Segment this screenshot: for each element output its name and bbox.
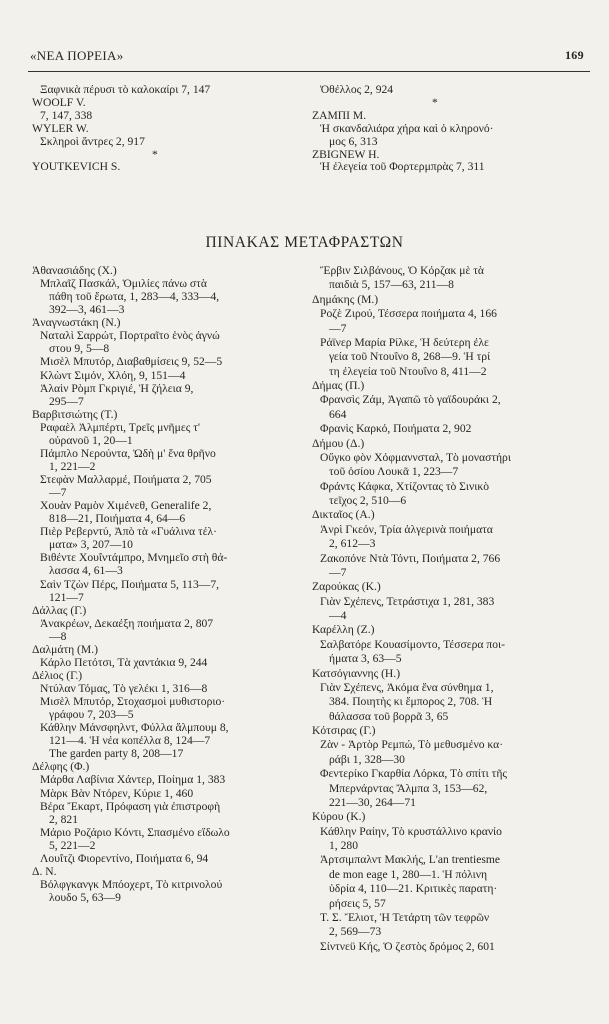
index-line: Ράϊνερ Μαρία Ρίλκε, Ἡ δεύτερη ἐλε	[320, 335, 489, 349]
index-line: The garden party 8, 208—17	[49, 747, 184, 761]
index-line: 664	[329, 407, 347, 421]
index-line: Μισὲλ Μπυτόρ, Διαβαθμίσεις 9, 52—5	[40, 355, 223, 369]
index-line: λασσα 4, 61—3	[49, 564, 123, 578]
index-line: 121—4. Ἡ νέα κοπέλλα 8, 124—7	[49, 734, 211, 748]
index-line: de mon eage 1, 280—1. Ἡ πόλινη	[329, 867, 488, 881]
index-line: Ὀθέλλος 2, 924	[320, 83, 394, 96]
index-line: Μισὲλ Μπυτόρ, Στοχασμοὶ μυθιστοριο·	[40, 695, 226, 709]
page-number: 169	[565, 48, 584, 62]
index-line: Φράντς Κάφκα, Χτίζοντας τὸ Σινικὸ	[320, 479, 490, 493]
index-line: Φεντερίκο Γκαρθία Λόρκα, Τὸ σπίτι τῆς	[320, 767, 507, 781]
index-line: Ντύλαν Τόμας, Τὸ γελέκι 1, 316—8	[40, 682, 208, 695]
index-line: 5, 221—2	[49, 838, 96, 852]
index-line: —7	[49, 486, 67, 500]
index-line: πάθη τοῦ ἔρωτα, 1, 283—4, 333—4,	[49, 290, 220, 304]
index-line: 2, 821	[49, 812, 78, 826]
index-line: Ξαφνικὰ πέρυσι τὸ καλοκαίρι 7, 147	[40, 83, 211, 96]
translator-name: Δημάκης (Μ.)	[312, 292, 379, 306]
index-line: μος 6, 313	[329, 134, 378, 148]
index-line: Σαὶν Τζὼν Πέρς, Ποιήματα 5, 113—7,	[40, 577, 220, 591]
index-top-left	[32, 84, 210, 174]
running-header-journal: «ΝΕΑ ΠΟΡΕΙΑ»	[30, 48, 124, 63]
translator-name: Ἀθανασιάδης (Χ.)	[32, 264, 117, 277]
index-line: οὐρανοῦ 1, 20—1	[49, 433, 133, 447]
translator-name: YOUTKEVICH S.	[32, 160, 121, 174]
translators-left-column	[32, 264, 230, 904]
section-title: ΠΙΝΑΚΑΣ ΜΕΤΑΦΡΑΣΤΩΝ	[205, 234, 404, 251]
translator-name: ZBIGNEW H.	[312, 147, 380, 161]
index-line: —4	[329, 609, 347, 622]
index-line: γράφου 7, 203—5	[49, 708, 134, 722]
index-line: 392—3, 461—3	[49, 303, 125, 317]
index-line: Βόλφγκανγκ Μπόοχερτ, Τὸ κιτρινολού	[40, 877, 223, 891]
index-line: Μπλαῖζ Πασκάλ, Ὁμιλίες πάνω στὰ	[40, 277, 207, 291]
index-line: ρήσεις 5, 57	[329, 896, 386, 910]
index-top-right	[312, 84, 494, 174]
index-line: 1, 280	[329, 839, 358, 852]
translator-name: Δάλλας (Γ.)	[32, 603, 87, 617]
index-line: —8	[49, 629, 67, 643]
translator-name: Δέλιος (Γ.)	[32, 668, 83, 682]
translators-right-column	[312, 264, 511, 954]
index-line: Ἡ ἐλεγεία τοῦ Φορτερμπρὰς 7, 311	[320, 160, 485, 174]
index-line: Γιὰν Σχέπενς, Ἀκόμα ἕνα σύνθημα 1,	[320, 680, 494, 694]
index-line: Ροζὲ Ζιρού, Τέσσερα ποιήματα 4, 166	[320, 307, 497, 321]
index-line: παιδιὰ 5, 157—63, 211—8	[329, 278, 454, 292]
index-line: Σκληροὶ ἄντρες 2, 917	[40, 134, 145, 148]
index-line: —7	[329, 565, 347, 579]
index-line: Βιθέντε Χουΐντάμπρο, Μνημεῖο στὴ θά-	[40, 551, 228, 565]
index-line: Μάριο Ροζάριο Κόντι, Σπασμένο εἴδωλο	[40, 825, 230, 839]
translator-name: Βαρβιτσιώτης (Τ.)	[32, 407, 118, 421]
translator-name: Κύρου (Κ.)	[312, 810, 366, 824]
index-line: 221—30, 264—71	[329, 795, 416, 809]
index-line: —7	[329, 321, 347, 335]
index-line: ὑδρία 4, 110—21. Κριτικὲς παρατη·	[329, 882, 498, 896]
index-line: ματα» 3, 207—10	[49, 538, 133, 552]
translator-name: Κότσιρας (Γ.)	[312, 724, 376, 737]
index-line: Στεφὰν Μαλλαρμέ, Ποιήματα 2, 705	[40, 473, 212, 486]
index-line: Πάμπλο Νερούντα, Ὠδὴ μ' ἕνα θρῆνο	[40, 446, 216, 460]
index-line: Ἀρτσιμπαλντ Μακλής, L'an trentiesme	[320, 853, 501, 867]
translator-name: Δέλφης (Φ.)	[32, 760, 90, 774]
index-line: 818—21, Ποιήματα 4, 64—6	[49, 512, 186, 526]
index-line: Μπερνάρντας Ἄλμπα 3, 153—62,	[329, 781, 488, 795]
index-line: γεία τοῦ Ντουΐνο 8, 268—9. Ἡ τρί	[329, 350, 491, 364]
index-line: Φρανσὶς Ζάμ, Ἀγαπῶ τὸ γαϊδουράκι 2,	[320, 393, 501, 407]
translator-name: Δήμας (Π.)	[312, 379, 365, 392]
index-line: Τ. Σ. Ἔλιοτ, Ἡ Τετάρτη τῶν τεφρῶν	[320, 910, 490, 924]
translator-name: Κατσόγιαννης (Η.)	[312, 666, 401, 680]
index-line: 1, 221—2	[49, 459, 96, 473]
separator-asterisk: *	[432, 95, 438, 109]
index-line: 295—7	[49, 394, 84, 408]
header-rule	[28, 71, 590, 72]
index-line: Σίντνεϋ Κής, Ὁ ζεστὸς δρόμος 2, 601	[320, 939, 495, 953]
index-line: Ἔρβιν Σιλβάνους, Ὁ Κόρζακ μὲ τὰ	[320, 264, 484, 277]
separator-asterisk: *	[152, 147, 158, 161]
index-line: Ἡ σκανδαλιάρα χήρα καὶ ὁ κληρονό·	[320, 121, 494, 135]
index-line: Μὰρκ Βὰν Ντόρεν, Κύριε 1, 460	[40, 786, 194, 800]
index-line: Ἀνακρέων, Δεκαέξη ποιήματα 2, 807	[40, 616, 214, 630]
index-line: Ζὰν - Ἀρτὸρ Ρεμπώ, Τὸ μεθυσμένο κα·	[320, 738, 504, 752]
index-line: Κάθλην Μάνσφηλντ, Φύλλα ἄλμπουμ 8,	[40, 721, 229, 735]
index-line: Βέρα Ἔκαρτ, Πρόφαση γιὰ ἐπιστροφὴ	[40, 799, 221, 813]
index-line: Ἀλαὶν Ρὸμπ Γκριγιέ, Ἡ ζήλεια 9,	[40, 381, 194, 395]
index-line: θάλασσα τοῦ βορρᾶ 3, 65	[329, 709, 449, 723]
index-line: 2, 612—3	[329, 537, 376, 551]
index-line: Οὔγκο φὸν Χόφμαννσταλ, Τὸ μοναστήρι	[320, 450, 511, 464]
index-line: λουδο 5, 63—9	[49, 891, 121, 904]
index-line: Κάθλην Ραίην, Τὸ κρυστάλλινο κρανίο	[320, 824, 502, 838]
index-line: ράβι 1, 328—30	[329, 752, 405, 766]
index-line: Κλὼντ Σιμόν, Χλόη, 9, 151—4	[40, 368, 186, 382]
index-line: τοῦ ὁσίου Λουκᾶ 1, 223—7	[329, 465, 459, 479]
translator-name: Καρέλλη (Ζ.)	[312, 623, 375, 637]
index-line: Λουΐτζι Φιορεντίνο, Ποιήματα 6, 94	[40, 851, 209, 865]
translator-name: Δικταῖος (Α.)	[312, 508, 375, 522]
index-line: Γιὰν Σχέπενς, Τετράστιχα 1, 281, 383	[320, 594, 495, 608]
index-line: Μάρθα Λαβίνια Χάντερ, Ποίημα 1, 383	[40, 773, 226, 787]
index-line: 7, 147, 338	[40, 108, 93, 122]
translator-name: Δ. Ν.	[32, 864, 57, 878]
index-line: Ραφαὲλ Ἀλμπέρτι, Τρεῖς μνῆμες τ'	[40, 420, 200, 434]
index-line: τη ἐλεγεία τοῦ Ντουΐνο 8, 411—2	[329, 364, 487, 378]
index-line: 384. Ποιητὴς κι ἔμπορος 2, 708. Ἡ	[329, 695, 493, 709]
translator-name: Ἀναγνωστάκη (Ν.)	[32, 316, 121, 330]
index-line: Πιὲρ Ρεβερντύ, Ἀπὸ τὰ «Γυάλινα τέλ·	[40, 525, 218, 539]
index-line: Σαλβατόρε Κουασίμοντο, Τέσσερα ποι-	[320, 637, 505, 651]
index-line: τεῖχος 2, 510—6	[329, 494, 407, 507]
translator-name: Δαλμάτη (Μ.)	[32, 642, 98, 656]
translator-name: Δήμου (Δ.)	[312, 436, 365, 450]
index-line: Κάρλο Πετότσι, Τὰ χαντάκια 9, 244	[40, 655, 208, 669]
index-line: Ἀνρὶ Γκεόν, Τρία ἀλγερινὰ ποιήματα	[320, 522, 493, 536]
translator-name: WYLER W.	[32, 121, 89, 135]
translator-name: Ζαρούκας (Κ.)	[312, 580, 381, 594]
index-line: Χουὰν Ραμὸν Χιμένεθ, Generalife 2,	[40, 499, 212, 513]
index-line: Ναταλὶ Σαρρώτ, Πορτραῖτο ἑνὸς ἀγνώ	[40, 329, 220, 343]
index-line: ήματα 3, 63—5	[329, 652, 402, 666]
index-line: 2, 569—73	[329, 925, 382, 939]
index-line: στου 9, 5—8	[49, 342, 110, 356]
translator-name: ΖΑΜΠΙ Μ.	[312, 108, 367, 122]
translator-name: WOOLF V.	[32, 95, 86, 109]
index-line: 121—7	[49, 590, 84, 604]
index-line: Ζακοπόνε Ντὰ Τόντι, Ποιήματα 2, 766	[320, 551, 501, 565]
index-line: Φρανὶς Καρκό, Ποιήματα 2, 902	[320, 422, 472, 436]
